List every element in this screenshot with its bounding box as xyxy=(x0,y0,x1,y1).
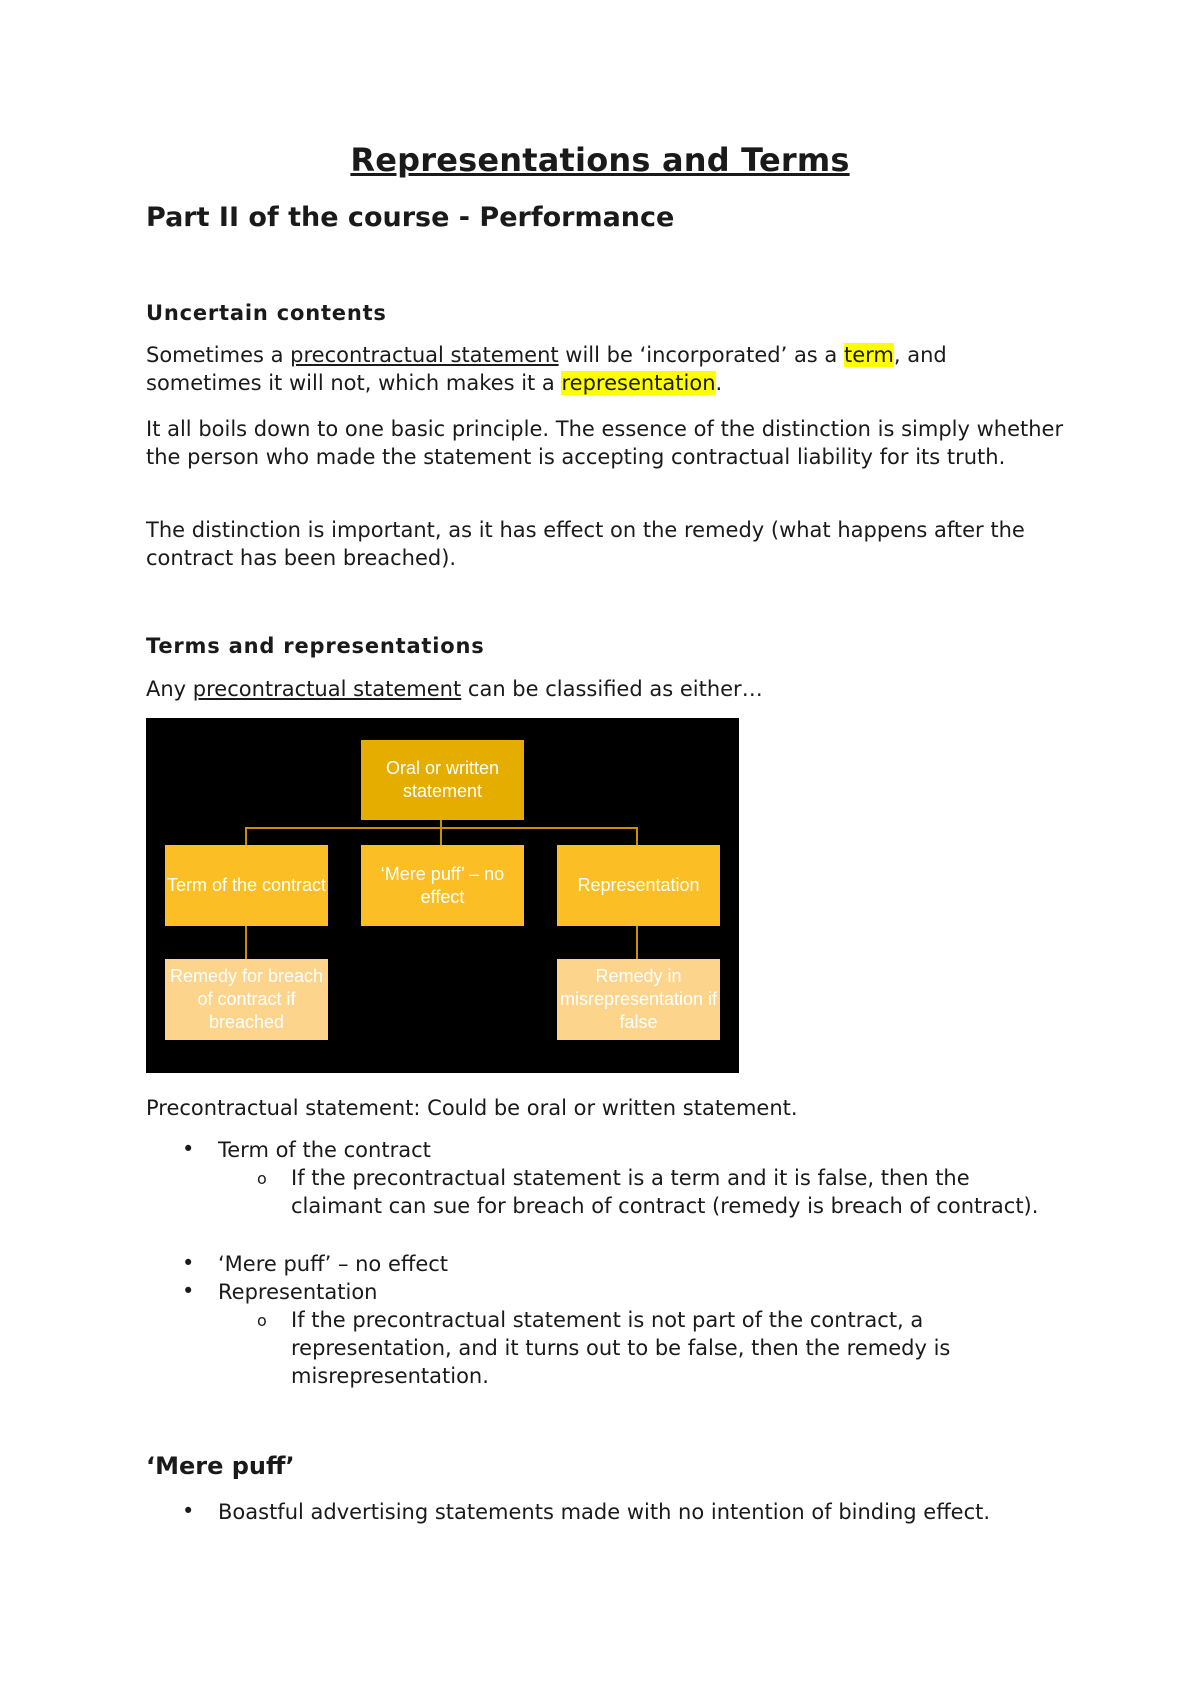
page-title: Representations and Terms xyxy=(350,141,850,179)
connector-line xyxy=(636,926,638,959)
highlighted-term: term xyxy=(843,343,894,367)
bullet-glyph: • xyxy=(182,1499,195,1523)
list-item-boastful-statements: Boastful advertising statements made with no intention of binding effect. xyxy=(218,1500,991,1524)
sub-bullet-glyph: o xyxy=(257,1311,267,1330)
connector-line xyxy=(245,827,247,845)
list-subitem-representation: If the precontractual statement is not part of the contract, a representation, and it turns out to be false, then the remedy is misrepresentation. xyxy=(291,1308,951,1388)
bullet-glyph: • xyxy=(182,1251,195,1275)
connector-line xyxy=(245,926,247,959)
diagram-box-remedy-misrepresentation: Remedy in misrepresentation if false xyxy=(557,959,720,1040)
list-subitem-term: If the precontractual statement is a term and it is false, then the claimant can sue for breach of contract (remedy is breach of contract). xyxy=(291,1166,1039,1218)
underlined-term-precontractual: precontractual statement xyxy=(192,677,462,701)
diagram-box-term: Term of the contract xyxy=(165,845,328,926)
diagram-box-representation: Representation xyxy=(557,845,720,926)
paragraph-precontractual-definition: Precontractual statement: Could be oral or written statement. xyxy=(146,1096,798,1120)
underlined-term-precontractual: precontractual statement xyxy=(290,343,559,367)
connector-line xyxy=(440,827,442,845)
diagram-box-mere-puff: ‘Mere puff’ – no effect xyxy=(361,845,524,926)
text-run: Any xyxy=(146,677,193,701)
page-subtitle: Part II of the course - Performance xyxy=(146,202,675,233)
paragraph-remedy: The distinction is important, as it has effect on the remedy (what happens after the contract has been breached). xyxy=(146,518,1025,570)
text-run: can be classified as either… xyxy=(461,677,763,701)
section-heading-mere-puff: ‘Mere puff’ xyxy=(146,1452,295,1480)
text-run: , and sometimes it will not, which makes it a xyxy=(146,343,947,395)
section-heading-uncertain-contents: Uncertain contents xyxy=(146,301,387,325)
connector-line xyxy=(636,827,638,845)
sub-bullet-glyph: o xyxy=(257,1169,267,1188)
highlighted-representation: representation xyxy=(561,371,716,395)
list-item-term: Term of the contract xyxy=(218,1138,431,1162)
paragraph-principle: It all boils down to one basic principle. The essence of the distinction is simply whether the person who made the statement is accepting contractual liability for its truth. xyxy=(146,417,1064,469)
text-run: will be ‘incorporated’ as a xyxy=(558,343,844,367)
diagram-box-statement: Oral or written statement xyxy=(361,740,524,820)
text-run: Sometimes a xyxy=(146,343,291,367)
diagram-box-remedy-breach: Remedy for breach of contract if breached xyxy=(165,959,328,1040)
classification-diagram xyxy=(146,718,739,1073)
paragraph-classification xyxy=(146,675,1066,703)
bullet-glyph: • xyxy=(182,1279,195,1303)
list-item-representation: Representation xyxy=(218,1280,378,1304)
bullet-glyph: • xyxy=(182,1137,195,1161)
section-heading-terms-representations: Terms and representations xyxy=(146,634,485,658)
paragraph-incorporation xyxy=(146,341,1066,397)
text-run: . xyxy=(715,371,723,395)
list-item-mere-puff: ‘Mere puff’ – no effect xyxy=(218,1252,449,1276)
